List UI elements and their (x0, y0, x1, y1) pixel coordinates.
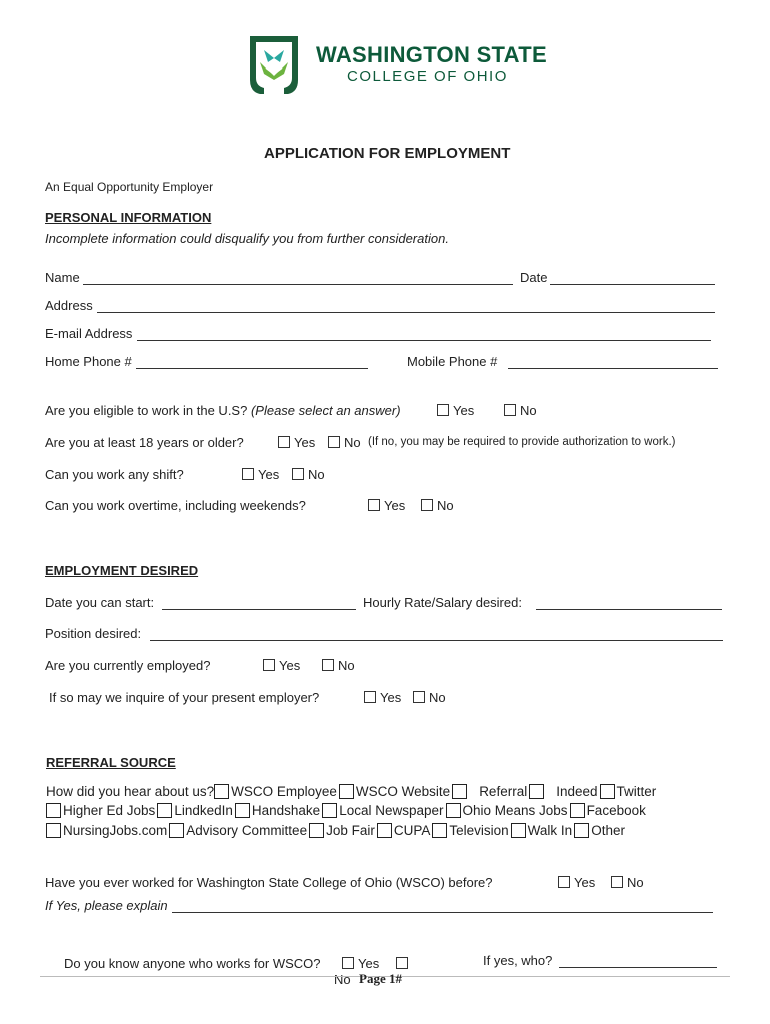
name-label: Name (45, 270, 80, 285)
employed-no-checkbox[interactable] (322, 659, 334, 671)
referral-ohio-means-jobs-checkbox[interactable] (446, 803, 461, 818)
referral-job-fair-checkbox[interactable] (309, 823, 324, 838)
mobile-phone-label: Mobile Phone # (407, 354, 498, 369)
email-field[interactable] (137, 326, 711, 341)
employed-question: Are you currently employed? (45, 658, 211, 673)
who-label: If yes, who? (483, 953, 553, 968)
page-subtitle: An Equal Opportunity Employer (45, 180, 214, 194)
overtime-question: Can you work overtime, including weekends? (45, 498, 306, 513)
referral-wsco-website-label: WSCO Website (355, 784, 451, 799)
referral-heading: REFERRAL SOURCE (46, 755, 176, 770)
referral-twitter-checkbox[interactable] (600, 784, 615, 799)
personal-info-heading: PERSONAL INFORMATION (45, 210, 212, 225)
inquire-yes-label: Yes (380, 690, 402, 705)
start-date-label: Date you can start: (45, 595, 155, 610)
inquire-yes-option[interactable] (364, 690, 401, 706)
who-field[interactable] (559, 953, 717, 968)
worked-no-option[interactable] (611, 875, 644, 891)
eligible-question-text: Are you eligible to work in the U.S? (45, 403, 248, 418)
referral-higher-ed-jobs-checkbox[interactable] (46, 803, 61, 818)
referral-local-newspaper-label: Local Newspaper (339, 803, 444, 818)
referral-nursingjobs-checkbox[interactable] (46, 823, 61, 838)
age-yes-label: Yes (294, 435, 316, 450)
know-no-checkbox-wrap[interactable] (396, 956, 412, 972)
inquire-question: If so may we inquire of your present employer? (49, 690, 320, 705)
overtime-yes-checkbox[interactable] (368, 499, 380, 511)
eligible-yes-option[interactable] (437, 403, 474, 419)
page-title: APPLICATION FOR EMPLOYMENT (264, 145, 511, 162)
inquire-no-label: No (429, 690, 446, 705)
eligible-no-option[interactable] (504, 403, 537, 419)
address-field[interactable] (97, 298, 715, 313)
shift-yes-checkbox[interactable] (242, 468, 254, 480)
overtime-no-label: No (437, 498, 454, 513)
logo-name-sub: COLLEGE OF OHIO (347, 68, 508, 85)
referral-handshake-label: Handshake (251, 803, 321, 818)
referral-television-label: Television (449, 823, 509, 838)
home-phone-label: Home Phone # (45, 354, 132, 369)
referral-wsco-website-checkbox[interactable] (339, 784, 354, 799)
employed-no-option[interactable] (322, 658, 355, 674)
worked-yes-label: Yes (574, 875, 596, 890)
eligible-question-hint: (Please select an answer) (250, 403, 401, 418)
know-anyone-question: Do you know anyone who works for WSCO? (64, 956, 321, 971)
referral-local-newspaper-checkbox[interactable] (322, 803, 337, 818)
referral-indeed-checkbox[interactable] (529, 784, 544, 799)
age-note: (If no, you may be required to provide authorization to work.) (368, 436, 676, 448)
shift-yes-option[interactable] (242, 467, 279, 483)
eligible-yes-label: Yes (453, 403, 475, 418)
referral-referral-label: Referral (479, 784, 528, 799)
worked-before-question: Have you ever worked for Washington State College of Ohio (WSCO) before? (45, 875, 493, 890)
address-label: Address (45, 298, 93, 313)
referral-row-2 (46, 802, 648, 820)
employed-yes-checkbox[interactable] (263, 659, 275, 671)
employment-heading: EMPLOYMENT DESIRED (45, 563, 199, 578)
referral-row-1 (46, 783, 658, 801)
shift-question: Can you work any shift? (45, 467, 184, 482)
referral-higher-ed-jobs-label: Higher Ed Jobs (63, 803, 156, 818)
overtime-yes-label: Yes (384, 498, 406, 513)
shift-yes-label: Yes (258, 467, 280, 482)
overtime-yes-option[interactable] (368, 498, 405, 514)
referral-television-checkbox[interactable] (432, 823, 447, 838)
referral-twitter-label: Twitter (616, 784, 657, 799)
shift-no-option[interactable] (292, 467, 325, 483)
know-no-label: No (334, 972, 351, 987)
inquire-no-option[interactable] (413, 690, 446, 706)
know-yes-checkbox[interactable] (342, 957, 354, 969)
inquire-no-checkbox[interactable] (413, 691, 425, 703)
age-yes-option[interactable] (278, 435, 315, 451)
overtime-no-option[interactable] (421, 498, 454, 514)
explain-field[interactable] (172, 898, 713, 913)
eligible-question (45, 403, 401, 419)
employed-yes-option[interactable] (263, 658, 300, 674)
eligible-no-checkbox[interactable] (504, 404, 516, 416)
referral-cupa-checkbox[interactable] (377, 823, 392, 838)
referral-other-checkbox[interactable] (574, 823, 589, 838)
referral-other-label: Other (591, 823, 625, 838)
referral-walk-in-label: Walk In (527, 823, 573, 838)
mobile-phone-field[interactable] (508, 354, 718, 369)
referral-ohio-means-jobs-label: Ohio Means Jobs (462, 803, 568, 818)
worked-no-label: No (627, 875, 644, 890)
referral-job-fair-label: Job Fair (326, 823, 375, 838)
referral-handshake-checkbox[interactable] (235, 803, 250, 818)
email-label: E-mail Address (45, 326, 133, 341)
name-field[interactable] (83, 270, 513, 285)
home-phone-field[interactable] (136, 354, 368, 369)
start-date-field[interactable] (162, 595, 356, 610)
employed-no-label: No (338, 658, 355, 673)
referral-question: How did you hear about us? (46, 784, 215, 799)
referral-wsco-employee-label: WSCO Employee (231, 784, 337, 799)
college-logo-icon (244, 32, 304, 98)
referral-advisory-committee-label: Advisory Committee (186, 823, 308, 838)
position-field[interactable] (150, 626, 723, 641)
referral-row-3 (46, 822, 627, 840)
referral-nursingjobs-label: NursingJobs.com (63, 823, 168, 838)
referral-linkedin-checkbox[interactable] (157, 803, 172, 818)
referral-indeed-label: Indeed (556, 784, 598, 799)
rate-field[interactable] (536, 595, 722, 610)
know-no-checkbox[interactable] (396, 957, 408, 969)
worked-no-checkbox[interactable] (611, 876, 623, 888)
referral-wsco-employee-checkbox[interactable] (214, 784, 229, 799)
overtime-no-checkbox[interactable] (421, 499, 433, 511)
age-question: Are you at least 18 years or older? (45, 435, 244, 450)
logo-name-main: WASHINGTON STATE (316, 42, 547, 67)
employed-yes-label: Yes (279, 658, 301, 673)
worked-yes-checkbox[interactable] (558, 876, 570, 888)
referral-advisory-committee-checkbox[interactable] (169, 823, 184, 838)
inquire-yes-checkbox[interactable] (364, 691, 376, 703)
eligible-no-label: No (520, 403, 537, 418)
referral-linkedin-label: LindkedIn (174, 803, 233, 818)
referral-facebook-checkbox[interactable] (570, 803, 585, 818)
eligible-yes-checkbox[interactable] (437, 404, 449, 416)
personal-info-note: Incomplete information could disqualify you from further consideration. (45, 231, 449, 246)
referral-cupa-label: CUPA (393, 823, 431, 838)
age-yes-checkbox[interactable] (278, 436, 290, 448)
know-yes-option[interactable] (342, 956, 379, 972)
age-no-checkbox[interactable] (328, 436, 340, 448)
referral-facebook-label: Facebook (586, 803, 646, 818)
age-no-option[interactable] (328, 435, 361, 451)
worked-yes-option[interactable] (558, 875, 595, 891)
page-number: Page 1# (359, 971, 402, 986)
referral-referral-checkbox[interactable] (452, 784, 467, 799)
date-field[interactable] (550, 270, 715, 285)
referral-walk-in-checkbox[interactable] (511, 823, 526, 838)
rate-label: Hourly Rate/Salary desired: (363, 595, 522, 610)
shift-no-label: No (308, 467, 325, 482)
explain-label: If Yes, please explain (45, 898, 168, 913)
know-yes-label: Yes (358, 956, 380, 971)
age-no-label: No (344, 435, 361, 450)
shift-no-checkbox[interactable] (292, 468, 304, 480)
date-label: Date (520, 270, 548, 285)
position-label: Position desired: (45, 626, 142, 641)
